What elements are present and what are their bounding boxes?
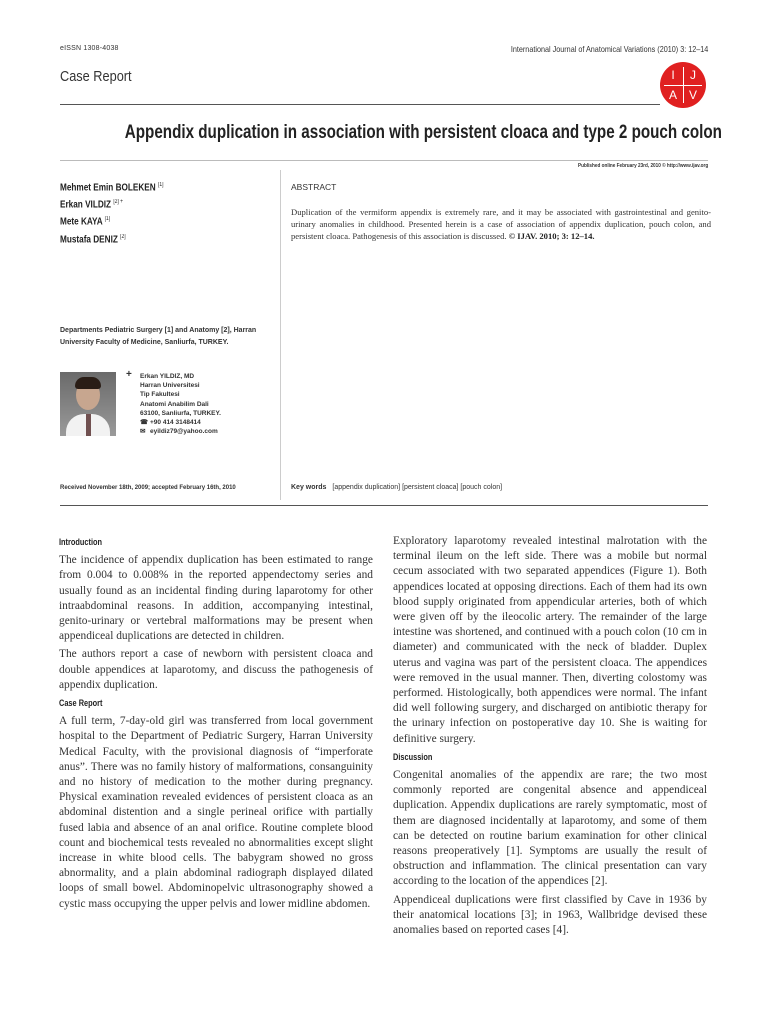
author-1	[60, 182, 163, 193]
discussion-paragraph: Appendiceal duplications were first classified by Cave in 1936 by their anatomical locations [3]; in 1963, Wallbridge devised these anomalies based on reported cases [4].	[393, 893, 707, 937]
body-divider	[60, 505, 708, 506]
abstract-heading: ABSTRACT	[291, 182, 337, 192]
author-4	[60, 234, 126, 245]
article-title: Appendix duplication in association with persistent cloaca and type 2 pouch colon	[124, 122, 722, 143]
intro-paragraph: The incidence of appendix duplication has been estimated to range from 0.004 to 0.008% in the reported appendectomy series and usually found as an incidental finding during laparotomy for other intraabdominal reasons. In addition, accompanying intestinal, genito-urinary or vertebral malformations may be present when appendiceal duplications are detected in children.	[59, 554, 373, 643]
corr-phone: +90 414 3148414	[150, 419, 201, 427]
left-column	[59, 535, 373, 915]
envelope-icon: ✉	[140, 428, 146, 436]
intro-heading: Introduction	[59, 537, 103, 547]
published-online: Published online February 23rd, 2010 © http://www.ijav.org	[577, 163, 708, 169]
author-2	[60, 199, 123, 210]
abstract-body: Duplication of the vermiform appendix is extremely rare, and it may be associated with gastrointestinal and genito-urinary anomalies in childhood. Presented herein is a case of association of appendix duplication, pouch colon, and persistent cloaca. Pathogenesis of this association is discussed.	[291, 207, 711, 241]
keywords-label: Key words	[291, 484, 327, 491]
corr-line: Harran Universitesi	[140, 382, 200, 390]
section-label: Case Report	[60, 68, 132, 85]
author-affiliation: [2] +	[113, 199, 124, 205]
abstract-citation: © IJAV. 2010; 3: 12–14.	[508, 231, 595, 241]
issn: eISSN 1308-4038	[60, 45, 119, 52]
abstract-text	[291, 206, 711, 242]
case-paragraph: A full term, 7-day-old girl was transferred from local government hospital to the Department of Pediatric Surgery, Harran University Medical Faculty, with the provisional diagnosis of “imperforate anus”. There was no family history of malformations, consanguinity and no history of medication to the mother during pregnancy. Physical examination revealed evidences of persistent cloaca as an abdominal distention and a single perineal orifice with partially fused labia and absence of an anal orifice. Routine complete blood count and biochemical tests revealed no abnormalities except slight increase in white blood cells. The babygram showed no gross abnormality, and a plain abdominal radiograph displayed dilated loops of small bowel. Abdominopelvic ultrasonography showed a cystic mass occupying the upper pelvis and lower midline abdomen.	[59, 715, 373, 910]
header-divider	[60, 104, 660, 105]
correspondence-mark: +	[126, 369, 132, 380]
keywords-value: [appendix duplication] [persistent cloaca] [pouch colon]	[332, 484, 503, 491]
received-dates: Received November 18th, 2009; accepted February 16th, 2010	[60, 485, 236, 491]
journal-citation: International Journal of Anatomical Variations (2010) 3: 12–14	[510, 44, 708, 54]
author-affiliation: [1]	[104, 216, 111, 222]
phone-icon: ☎	[140, 419, 149, 427]
corr-line: Anatomi Anabilim Dali	[140, 400, 209, 408]
case-paragraph: Exploratory laparotomy revealed intestinal malrotation with the terminal ileum on the left side. There was a mobile but normal cecum associated with two separated appendices (Figure 1). Both appendices located at opposing directions. Each of them had its own blood supply originated from appendicular arteries, both of which were given off by the ileocolic artery. The remainder of the large intestine was shortened, and continued with a pouch colon (10 cm in diameter) and communicated with the neck of bladder. Duplex uterus and vagina was part of the persistent cloaca. The appendices were removed in the usual manner. Then, diverting colostomy was performed. Histologically, both appendices were normal. The infant did well following surgery, and discharged on antibiotic therapy for the urinary infection on postoperative day 10. She is waiting for definitive surgery.	[393, 535, 707, 745]
column-divider	[280, 170, 281, 500]
discussion-heading: Discussion	[393, 751, 433, 762]
case-heading: Case Report	[59, 698, 103, 709]
author-name: Mehmet Emin BOLEKEN	[60, 182, 156, 194]
author-name: Mete KAYA	[60, 216, 103, 228]
logo-letter-a: A	[668, 88, 677, 102]
author-photo	[60, 372, 116, 436]
corr-line: Tip Fakultesi	[140, 391, 180, 399]
author-3	[60, 216, 110, 227]
author-name: Mustafa DENIZ	[60, 234, 118, 246]
corr-email[interactable]: eyildiz79@yahoo.com	[150, 428, 218, 436]
author-name: Erkan VILDIZ	[60, 199, 112, 211]
affiliation: Departments Pediatric Surgery [1] and Anatomy [2], Harran University Faculty of Medicine, Sanliurfa, TURKEY.	[60, 327, 257, 346]
author-affiliation: [2]	[120, 234, 126, 240]
corr-line: 63100, Sanliurfa, TURKEY.	[140, 409, 221, 417]
title-divider	[60, 160, 708, 161]
discussion-paragraph: Congenital anomalies of the appendix are rare; the two most commonly reported are congenital absence and appendiceal duplication. Appendix duplications are rarely symptomatic, most of them are diagnosed incidentally at laparotomy, and some of them can be detected on routine barium examination for other clinical reasons preoperatively [1]. Symptoms are usually the result of obstruction and inflammation. The clinical presentation can vary according to the location of the appendices [2].	[393, 769, 707, 888]
logo-letter-i: I	[671, 68, 675, 82]
logo-letter-v: V	[688, 88, 697, 102]
logo-letter-j: J	[690, 68, 696, 82]
journal-logo	[660, 62, 706, 108]
author-affiliation: [1]	[157, 182, 164, 188]
keywords	[291, 484, 502, 491]
right-column	[393, 534, 707, 941]
correspondence	[126, 369, 221, 436]
corr-line: Erkan YILDIZ, MD	[140, 373, 195, 380]
intro-paragraph: The authors report a case of newborn with persistent cloaca and double appendices at laparotomy, and discuss the pathogenesis of appendix duplication.	[59, 648, 373, 691]
